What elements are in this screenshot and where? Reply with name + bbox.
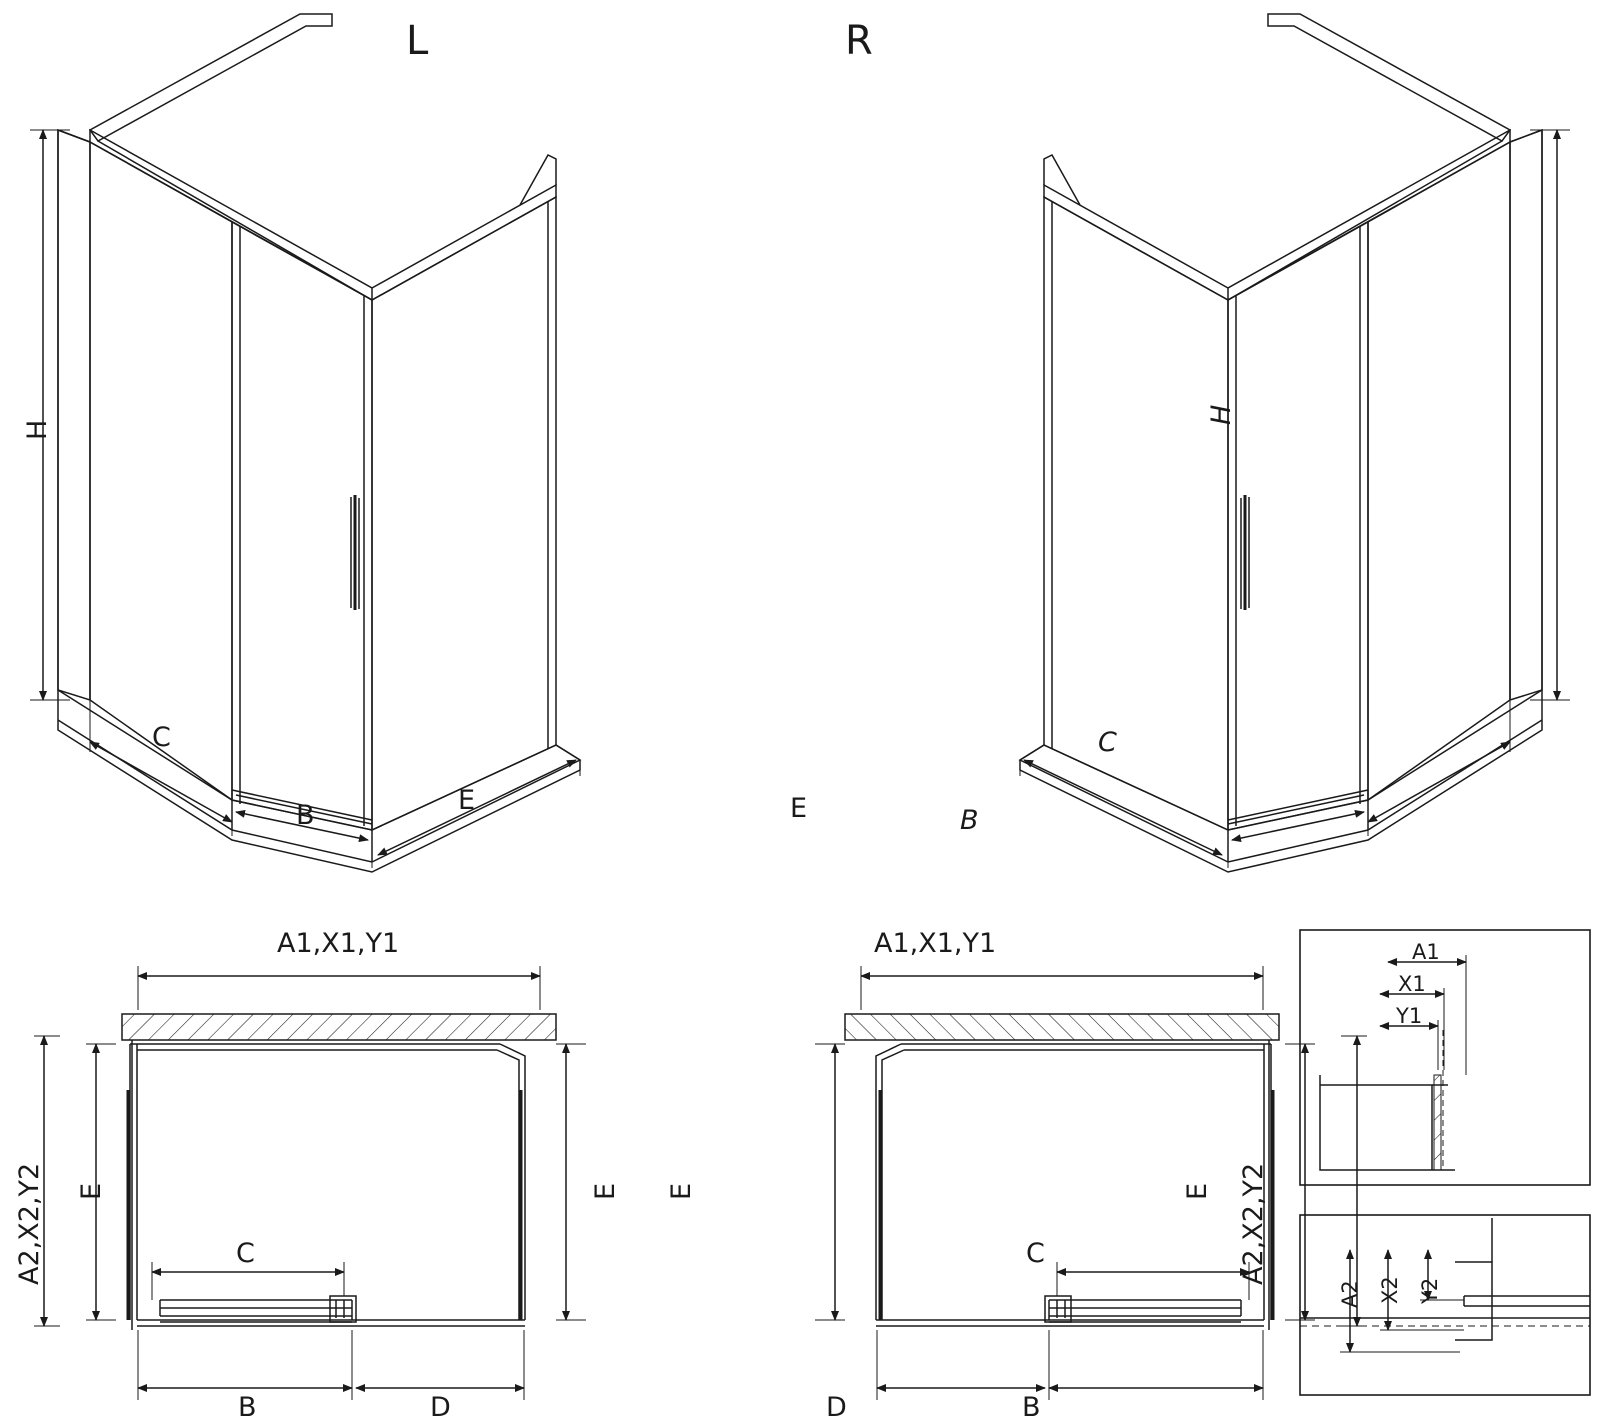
- detail-top-dim-a1: A1: [1412, 940, 1440, 964]
- iso-left-variant-label: L: [406, 18, 429, 64]
- iso-left-dim-e: E: [458, 785, 476, 816]
- plan-right-dim-c: C: [1026, 1238, 1045, 1269]
- plan-left-dim-e-outer: E: [590, 1182, 621, 1200]
- plan-right-view: [815, 966, 1367, 1400]
- detail-bottom-dim-x2: X2: [1378, 1276, 1402, 1304]
- plan-right-dim-e-inner: E: [1182, 1182, 1213, 1200]
- plan-right-top-dim: A1,X1,Y1: [874, 928, 997, 959]
- iso-right-dim-c: C: [1098, 727, 1117, 758]
- iso-left-dim-c: C: [152, 722, 171, 753]
- iso-right-dim-e: E: [790, 793, 808, 824]
- plan-left-dim-e-inner: E: [76, 1182, 107, 1200]
- detail-bottom-dim-y2: Y2: [1418, 1277, 1442, 1304]
- detail-top-view: [1300, 930, 1590, 1185]
- iso-right-dim-b: B: [960, 805, 979, 836]
- plan-left-top-dim: A1,X1,Y1: [277, 928, 400, 959]
- plan-right-dim-e-outer: E: [666, 1182, 697, 1200]
- plan-left-dim-b: B: [238, 1392, 257, 1423]
- iso-right-height-dim: H: [1206, 404, 1237, 425]
- iso-left-height-dim: H: [22, 419, 53, 440]
- detail-top-dim-y1: Y1: [1396, 1004, 1423, 1028]
- iso-right-variant-label: R: [845, 18, 873, 64]
- plan-right-dim-b: B: [1022, 1392, 1041, 1423]
- plan-left-dim-d: D: [430, 1392, 451, 1423]
- iso-left-view: [30, 14, 580, 872]
- plan-left-dim-c: C: [236, 1238, 255, 1269]
- detail-bottom-dim-a2: A2: [1338, 1280, 1362, 1308]
- plan-left-view: [34, 966, 586, 1400]
- plan-left-side-dim: A2,X2,Y2: [14, 1162, 45, 1285]
- iso-left-dim-b: B: [296, 800, 315, 831]
- plan-right-dim-d: D: [826, 1392, 847, 1423]
- plan-right-side-dim: A2,X2,Y2: [1238, 1162, 1269, 1285]
- detail-top-dim-x1: X1: [1398, 972, 1426, 996]
